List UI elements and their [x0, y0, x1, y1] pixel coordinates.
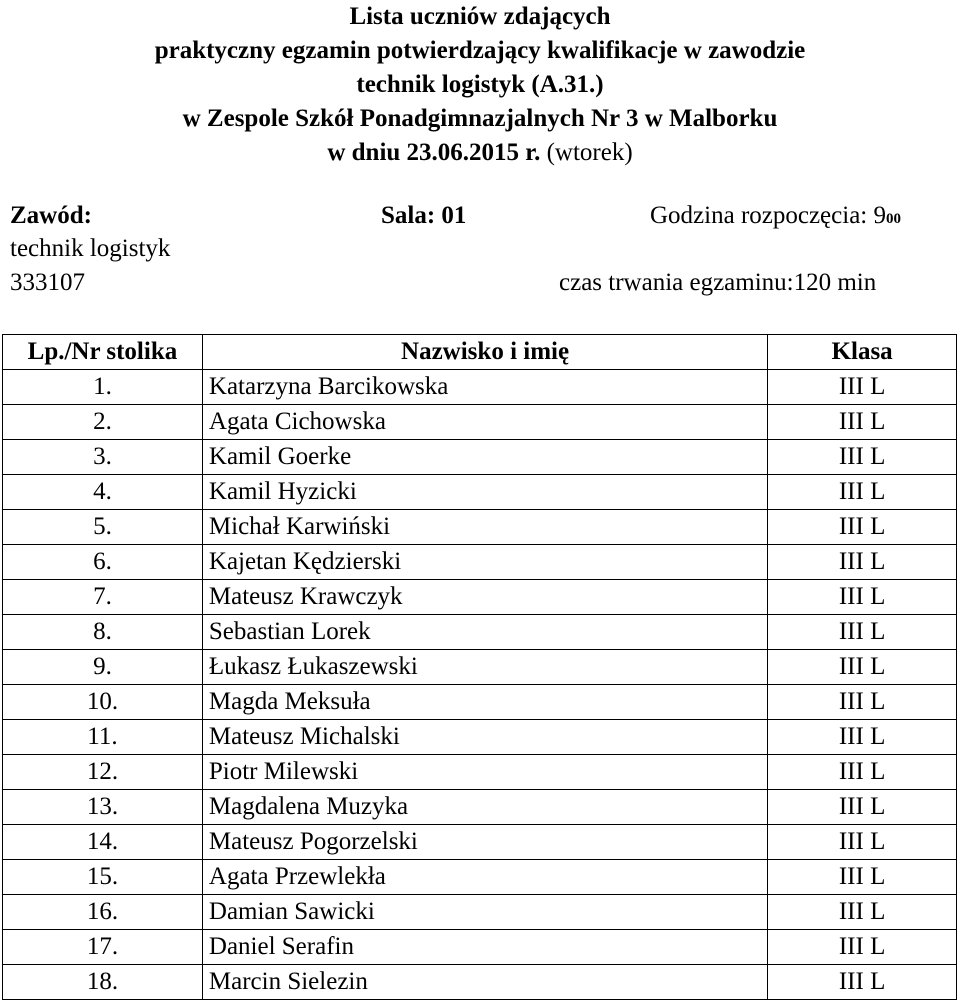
- room-label: Sala: 01: [381, 202, 467, 229]
- row-name: Łukasz Łukaszewski: [208, 653, 418, 680]
- qualification-name: technik logistyk (A.31.): [356, 71, 604, 98]
- row-name-cell: [202, 580, 767, 615]
- row-klasa: III L: [768, 440, 957, 475]
- row-name-cell: [202, 615, 767, 650]
- row-name: Agata Przewlekła: [208, 863, 386, 890]
- profession-name: technik logistyk: [10, 235, 171, 262]
- school-name: w Zespole Szkół Ponadgimnazjalnych Nr 3 w Malborku: [182, 105, 778, 132]
- row-lp: 12.: [3, 755, 203, 790]
- row-name-cell: [202, 790, 767, 825]
- students-table-body: [3, 370, 957, 1000]
- row-name-cell: [202, 650, 767, 685]
- start-time: [650, 199, 901, 236]
- row-name: Piotr Milewski: [208, 758, 359, 785]
- header-lp: Lp./Nr stolika: [3, 335, 203, 370]
- row-lp: 6.: [3, 545, 203, 580]
- row-lp: 7.: [3, 580, 203, 615]
- row-name: Mateusz Krawczyk: [208, 583, 403, 610]
- exam-duration: czas trwania egzaminu:120 min: [559, 269, 877, 296]
- row-lp: 4.: [3, 475, 203, 510]
- table-row: [3, 545, 957, 580]
- row-lp: 15.: [3, 860, 203, 895]
- row-klasa: III L: [768, 580, 957, 615]
- row-name-cell: [202, 510, 767, 545]
- row-name-cell: [202, 825, 767, 860]
- table-row: [3, 790, 957, 825]
- row-lp: 16.: [3, 895, 203, 930]
- table-row: [3, 720, 957, 755]
- row-klasa: III L: [768, 475, 957, 510]
- row-name: Katarzyna Barcikowska: [208, 373, 449, 400]
- row-klasa: III L: [768, 370, 957, 405]
- row-name: Damian Sawicki: [208, 898, 375, 925]
- row-lp: 9.: [3, 650, 203, 685]
- row-name: Mateusz Michalski: [208, 723, 400, 750]
- row-name-cell: [202, 545, 767, 580]
- row-name-cell: [202, 860, 767, 895]
- row-klasa: III L: [768, 405, 957, 440]
- row-name: Sebastian Lorek: [208, 618, 371, 645]
- table-row: [3, 475, 957, 510]
- start-time-minutes: 00: [886, 211, 901, 227]
- row-name-cell: [202, 755, 767, 790]
- row-lp: 17.: [3, 930, 203, 965]
- start-time-label: Godzina rozpoczęcia: 9: [650, 202, 886, 229]
- row-name: Kamil Hyzicki: [208, 478, 357, 505]
- row-klasa: III L: [768, 545, 957, 580]
- table-row: [3, 685, 957, 720]
- table-row: [3, 930, 957, 965]
- table-row: [3, 895, 957, 930]
- students-table: [2, 334, 957, 1000]
- row-lp: 2.: [3, 405, 203, 440]
- row-name: Kajetan Kędzierski: [208, 548, 402, 575]
- header-name: Nazwisko i imię: [202, 335, 767, 370]
- table-row: [3, 440, 957, 475]
- row-name: Magdalena Muzyka: [208, 793, 409, 820]
- row-name-cell: [202, 475, 767, 510]
- row-lp: 1.: [3, 370, 203, 405]
- row-name: Daniel Serafin: [208, 933, 354, 960]
- row-lp: 10.: [3, 685, 203, 720]
- exam-date-line: [0, 136, 960, 170]
- row-lp: 11.: [3, 720, 203, 755]
- row-lp: 18.: [3, 965, 203, 1000]
- zawod-label: Zawód:: [10, 202, 92, 229]
- row-klasa: III L: [768, 930, 957, 965]
- row-name-cell: [202, 440, 767, 475]
- row-lp: 13.: [3, 790, 203, 825]
- row-lp: 14.: [3, 825, 203, 860]
- table-row: [3, 405, 957, 440]
- table-row: [3, 755, 957, 790]
- row-name: Michał Karwiński: [208, 513, 391, 540]
- table-row: [3, 510, 957, 545]
- document-title: Lista uczniów zdających: [349, 3, 611, 30]
- exam-weekday: (wtorek): [546, 139, 633, 166]
- row-klasa: III L: [768, 650, 957, 685]
- exam-date: w dniu 23.06.2015 r.: [327, 139, 541, 166]
- row-klasa: III L: [768, 615, 957, 650]
- row-klasa: III L: [768, 510, 957, 545]
- row-name: Agata Cichowska: [208, 408, 386, 435]
- row-lp: 8.: [3, 615, 203, 650]
- table-header-row: [3, 335, 957, 370]
- table-row: [3, 965, 957, 1000]
- row-name-cell: [202, 895, 767, 930]
- row-klasa: III L: [768, 965, 957, 1000]
- document-header: [0, 0, 960, 170]
- table-row: [3, 650, 957, 685]
- row-klasa: III L: [768, 755, 957, 790]
- row-name-cell: [202, 930, 767, 965]
- row-klasa: III L: [768, 860, 957, 895]
- row-klasa: III L: [768, 825, 957, 860]
- row-name: Marcin Sielezin: [208, 968, 368, 995]
- header-klasa: Klasa: [768, 335, 957, 370]
- exam-description: praktyczny egzamin potwierdzający kwalifikacje w zawodzie: [154, 37, 806, 64]
- row-klasa: III L: [768, 720, 957, 755]
- table-row: [3, 825, 957, 860]
- row-klasa: III L: [768, 685, 957, 720]
- table-row: [3, 860, 957, 895]
- row-klasa: III L: [768, 895, 957, 930]
- row-name-cell: [202, 965, 767, 1000]
- row-name: Magda Meksuła: [208, 688, 371, 715]
- table-row: [3, 580, 957, 615]
- row-name-cell: [202, 370, 767, 405]
- profession-code: 333107: [10, 269, 85, 296]
- row-lp: 3.: [3, 440, 203, 475]
- row-name: Kamil Goerke: [208, 443, 352, 470]
- row-name-cell: [202, 720, 767, 755]
- row-name: Mateusz Pogorzelski: [208, 828, 418, 855]
- table-row: [3, 370, 957, 405]
- row-name-cell: [202, 685, 767, 720]
- row-klasa: III L: [768, 790, 957, 825]
- table-row: [3, 615, 957, 650]
- row-name-cell: [202, 405, 767, 440]
- row-lp: 5.: [3, 510, 203, 545]
